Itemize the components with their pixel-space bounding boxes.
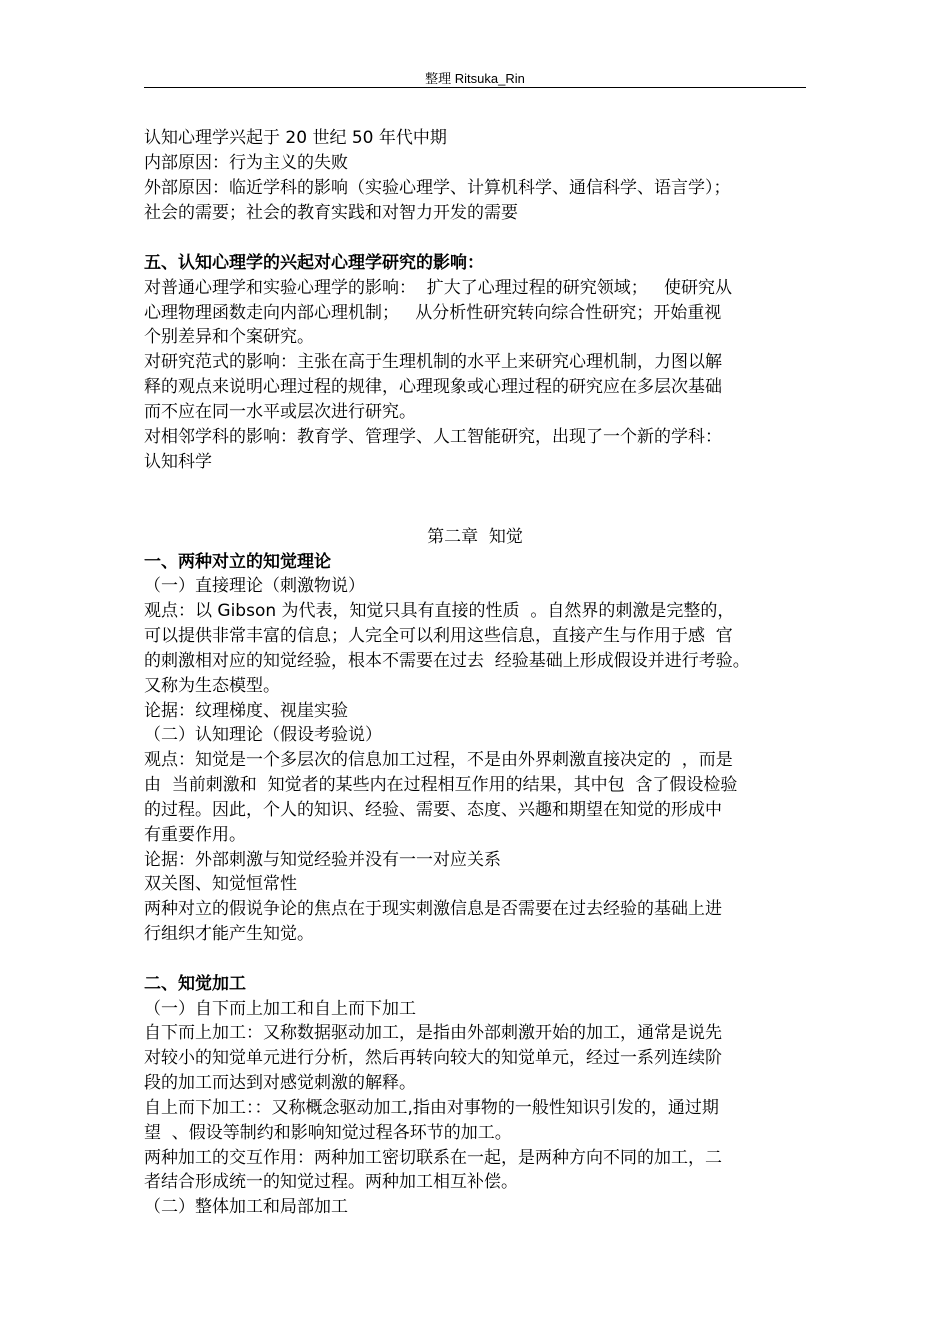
text-line: 望 、假设等制约和影响知觉过程各环节的加工。 — [144, 1123, 512, 1143]
page-header: 整理 Ritsuka_Rin — [425, 71, 525, 86]
text-line: 自下而上加工：又称数据驱动加工，是指由外部刺激开始的加工，通常是说先 — [144, 1023, 722, 1043]
text-line: 心理物理函数走向内部心理机制； 从分析性研究转向综合性研究；开始重视 — [144, 303, 722, 323]
subsection-heading: （一）直接理论（刺激物说） — [144, 576, 365, 596]
text-line: 对较小的知觉单元进行分析，然后再转向较大的知觉单元，经过一系列连续阶 — [144, 1048, 722, 1068]
text-line: 对研究范式的影响：主张在高于生理机制的水平上来研究心理机制，力图以解 — [144, 352, 722, 372]
text-line: 观点：知觉是一个多层次的信息加工过程，不是由外界刺激直接决定的 ，而是 — [144, 750, 733, 770]
text-line: 内部原因：行为主义的失败 — [144, 153, 348, 173]
text-line: 有重要作用。 — [144, 825, 246, 845]
text-line: 的过程。因此，个人的知识、经验、需要、态度、兴趣和期望在知觉的形成中 — [144, 800, 722, 820]
text-line: 自上而下加工：：又称概念驱动加工,指由对事物的一般性知识引发的，通过期 — [144, 1098, 719, 1118]
text-line: 由 当前刺激和 知觉者的某些内在过程相互作用的结果，其中包 含了假设检验 — [144, 775, 738, 795]
text-line: 两种加工的交互作用：两种加工密切联系在一起，是两种方向不同的加工，二 — [144, 1148, 722, 1168]
header-divider — [144, 87, 806, 88]
section-heading: 一、两种对立的知觉理论 — [144, 552, 331, 572]
text-line: 对普通心理学和实验心理学的影响： 扩大了心理过程的研究领域； 使研究从 — [144, 278, 733, 298]
text-line: 认知科学 — [144, 452, 212, 472]
text-line: 释的观点来说明心理过程的规律，心理现象或心理过程的研究应在多层次基础 — [144, 377, 722, 397]
text-line: 对相邻学科的影响：教育学、管理学、人工智能研究，出现了一个新的学科： — [144, 427, 722, 447]
text-line: 行组织才能产生知觉。 — [144, 924, 314, 944]
section-heading: 五、认知心理学的兴起对心理学研究的影响： — [144, 253, 484, 273]
text-line: 论据：纹理梯度、视崖实验 — [144, 701, 348, 721]
section-heading: 二、知觉加工 — [144, 974, 246, 994]
subsection-heading: （二）认知理论（假设考验说） — [144, 725, 382, 745]
text-line: 论据：外部刺激与知觉经验并没有一一对应关系 — [144, 850, 501, 870]
text-line: 又称为生态模型。 — [144, 676, 280, 696]
text-line: 个别差异和个案研究。 — [144, 327, 314, 347]
text-line: 认知心理学兴起于 20 世纪 50 年代中期 — [144, 128, 447, 148]
text-line: 段的加工而达到对感觉刺激的解释。 — [144, 1073, 416, 1093]
text-line: 观点：以 Gibson 为代表，知觉只具有直接的性质 。自然界的刺激是完整的， — [144, 601, 735, 621]
text-line: 两种对立的假说争论的焦点在于现实刺激信息是否需要在过去经验的基础上进 — [144, 899, 722, 919]
subsection-heading: （二）整体加工和局部加工 — [144, 1197, 348, 1217]
text-line: 外部原因：临近学科的影响（实验心理学、计算机科学、通信科学、语言学）； — [144, 178, 731, 198]
text-line: 社会的需要；社会的教育实践和对智力开发的需要 — [144, 203, 518, 223]
text-line: 的刺激相对应的知觉经验，根本不需要在过去 经验基础上形成假设并进行考验。 — [144, 651, 750, 671]
text-line: 者结合形成统一的知觉过程。两种加工相互补偿。 — [144, 1172, 518, 1192]
text-line: 可以提供非常丰富的信息；人完全可以利用这些信息，直接产生与作用于感 官 — [144, 626, 733, 646]
subsection-heading: （一）自下而上加工和自上而下加工 — [144, 999, 416, 1019]
text-line: 双关图、知觉恒常性 — [144, 874, 297, 894]
text-line: 而不应在同一水平或层次进行研究。 — [144, 402, 416, 422]
chapter-title: 第二章 知觉 — [427, 527, 523, 547]
